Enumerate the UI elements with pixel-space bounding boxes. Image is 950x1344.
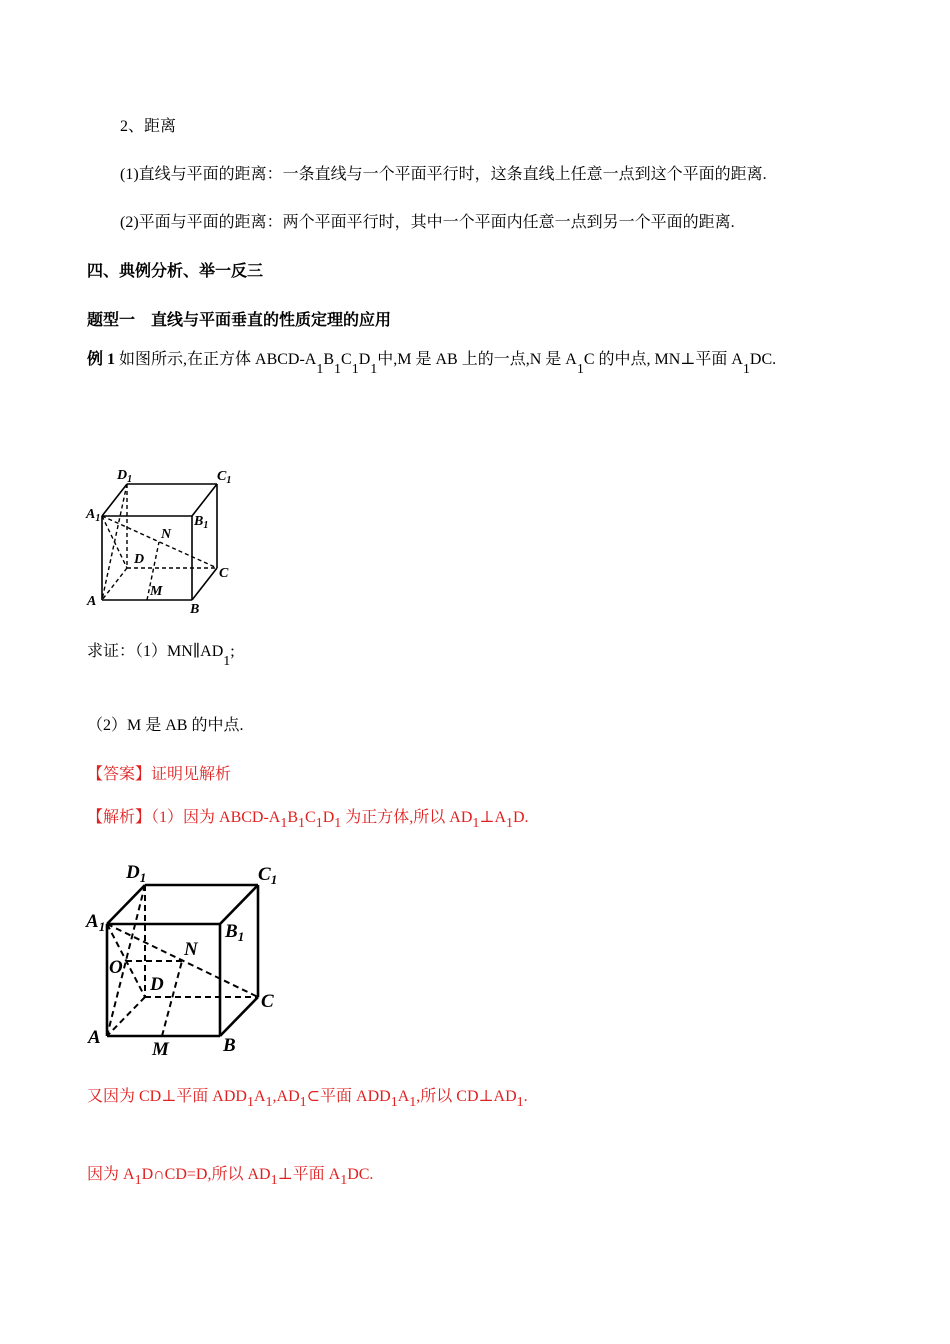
section-title: 四、典例分析、举一反三 (87, 263, 264, 280)
cube-figure-2 (80, 855, 290, 1065)
answer: 【答案】证明见解析 (87, 766, 232, 783)
label-D: D (134, 552, 145, 567)
analysis-line-1: 【解析】（1）因为 ABCD-A1B1C1D1 为正方体,所以 AD1⊥A1D. (87, 809, 529, 831)
label2-A1: $A_1$ (86, 911, 106, 934)
label-C: C (219, 566, 229, 581)
label2-C: C (261, 991, 274, 1012)
label-M: M (150, 584, 163, 599)
cube-figure-1 (80, 455, 250, 620)
distance-item-2: (2)平面与平面的距离：两个平面平行时，其中一个平面内任意一点到另一个平面的距离. (120, 214, 735, 231)
label2-B: B (223, 1035, 236, 1056)
label-N: N (161, 527, 172, 542)
distance-heading: 2、距离 (120, 118, 177, 135)
prove-part-1: 求证：（1）MN∥AD1; (87, 643, 235, 669)
analysis-line-2: 又因为 CD⊥平面 ADD1A1,AD1⊂平面 ADD1A1,所以 CD⊥AD1. (87, 1088, 528, 1110)
label2-A: A (88, 1027, 101, 1048)
label2-N: N (184, 939, 198, 960)
answer-tag: 【答案】 (87, 766, 152, 783)
prove-part-2: （2）M 是 AB 的中点. (87, 717, 244, 734)
example-label: 例 1 (87, 351, 116, 368)
label-C1: $C_1$ (217, 469, 232, 486)
example-1: 例 1 如图所示,在正方体 ABCD-A1B1C1D1中,M 是 AB 上的一点,N 是 A1C 的中点, MN⊥平面 A1DC. (87, 351, 777, 377)
label2-B1: $B_1$ (225, 921, 245, 944)
label-B: B (190, 602, 200, 617)
label2-M: M (152, 1039, 169, 1060)
label2-D1: $D_1$ (126, 862, 147, 885)
label-A1: $A_1$ (86, 507, 101, 524)
label-D1: $D_1$ (117, 468, 133, 485)
analysis-tag: 【解析】 (87, 809, 152, 826)
label2-D: D (150, 974, 164, 995)
label-B1: $B_1$ (194, 514, 209, 531)
label-A: A (87, 594, 97, 609)
analysis-line-3: 因为 A1D∩CD=D,所以 AD1⊥平面 A1DC. (87, 1166, 374, 1188)
distance-item-1: (1)直线与平面的距离：一条直线与一个平面平行时，这条直线上任意一点到这个平面的距离. (120, 166, 767, 183)
label2-C1: $C_1$ (258, 864, 278, 887)
topic-title: 题型一 直线与平面垂直的性质定理的应用 (87, 312, 392, 329)
label2-O: O (109, 957, 123, 978)
